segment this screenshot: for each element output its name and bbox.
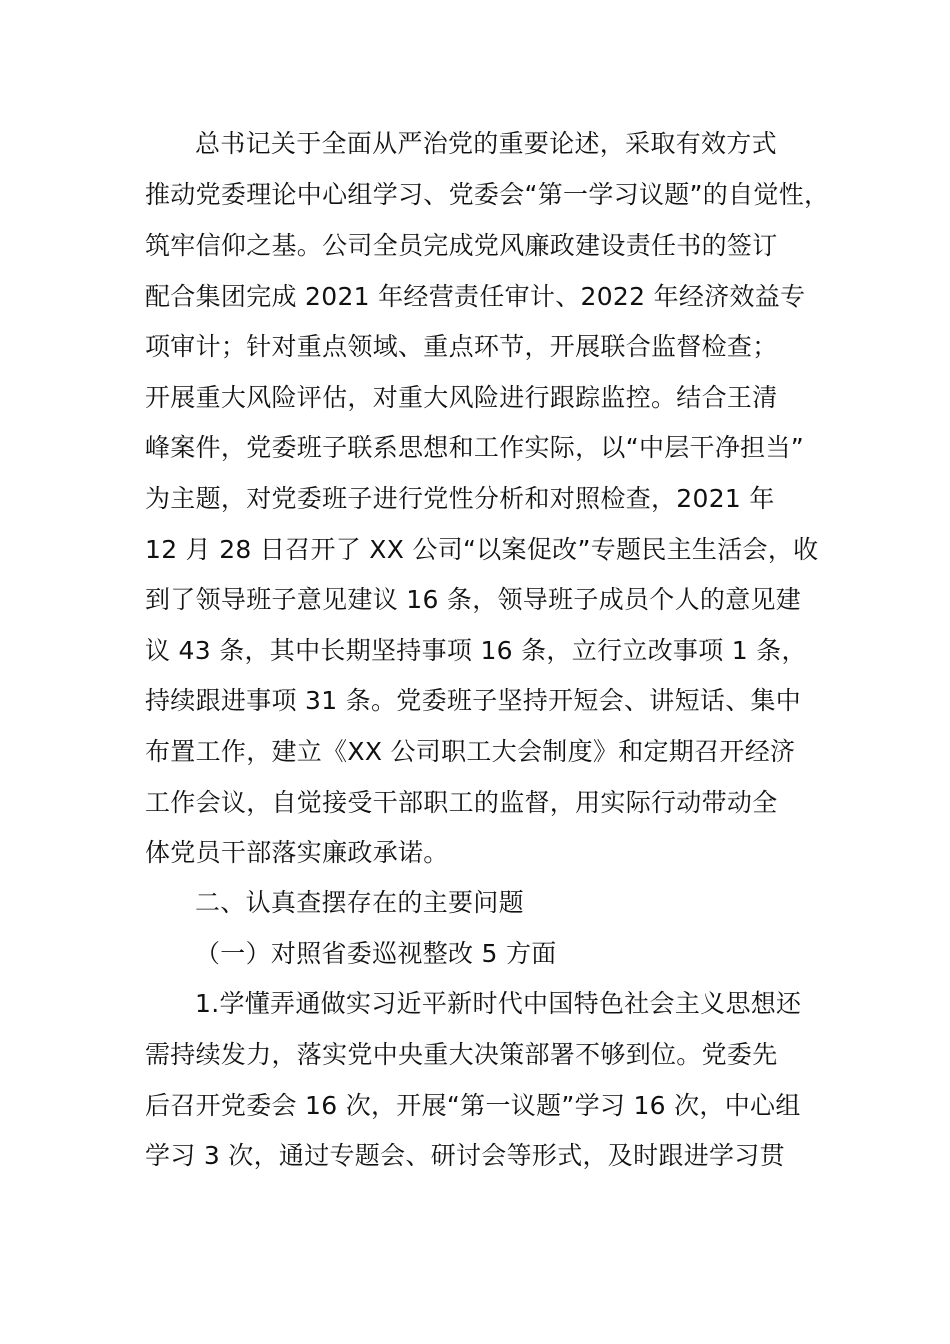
paragraph-line: 体党员干部落实廉政承诺。 bbox=[145, 838, 449, 867]
paragraph-line: 峰案件，党委班子联系思想和工作实际，以“中层干净担当” bbox=[145, 433, 805, 462]
paragraph-line: 开展重大风险评估，对重大风险进行跟踪监控。结合王清 bbox=[145, 383, 778, 412]
paragraph-line: 筑牢信仰之基。公司全员完成党风廉政建设责任书的签订 bbox=[145, 231, 778, 260]
paragraph-line: 1.学懂弄通做实习近平新时代中国特色社会主义思想还 bbox=[195, 989, 802, 1018]
paragraph-line: 议 43 条，其中长期坚持事项 16 条，立行立改事项 1 条， bbox=[145, 636, 807, 665]
paragraph-line: 工作会议，自觉接受干部职工的监督，用实际行动带动全 bbox=[145, 788, 778, 817]
paragraph-line: 项审计；针对重点领域、重点环节，开展联合监督检查； bbox=[145, 332, 778, 361]
subsection-heading: （一）对照省委巡视整改 5 方面 bbox=[195, 939, 557, 968]
paragraph-line: 总书记关于全面从严治党的重要论述，采取有效方式 bbox=[195, 129, 777, 158]
paragraph-line: 12 月 28 日召开了 XX 公司“以案促改”专题民主生活会，收 bbox=[145, 535, 819, 564]
paragraph-line: 为主题，对党委班子进行党性分析和对照检查，2021 年 bbox=[145, 484, 775, 513]
paragraph-line: 布置工作，建立《XX 公司职工大会制度》和定期召开经济 bbox=[145, 737, 796, 766]
section-heading: 二、认真查摆存在的主要问题 bbox=[195, 888, 524, 917]
paragraph-line: 后召开党委会 16 次，开展“第一议题”学习 16 次，中心组 bbox=[145, 1091, 801, 1120]
paragraph-line: 需持续发力，落实党中央重大决策部署不够到位。党委先 bbox=[145, 1040, 778, 1069]
paragraph-line: 到了领导班子意见建议 16 条，领导班子成员个人的意见建 bbox=[145, 585, 802, 614]
paragraph-line: 推动党委理论中心组学习、党委会“第一学习议题”的自觉性， bbox=[145, 180, 830, 209]
paragraph-line: 持续跟进事项 31 条。党委班子坚持开短会、讲短话、集中 bbox=[145, 686, 802, 715]
paragraph-line: 配合集团完成 2021 年经营责任审计、2022 年经济效益专 bbox=[145, 282, 806, 311]
paragraph-line: 学习 3 次，通过专题会、研讨会等形式，及时跟进学习贯 bbox=[145, 1141, 785, 1170]
